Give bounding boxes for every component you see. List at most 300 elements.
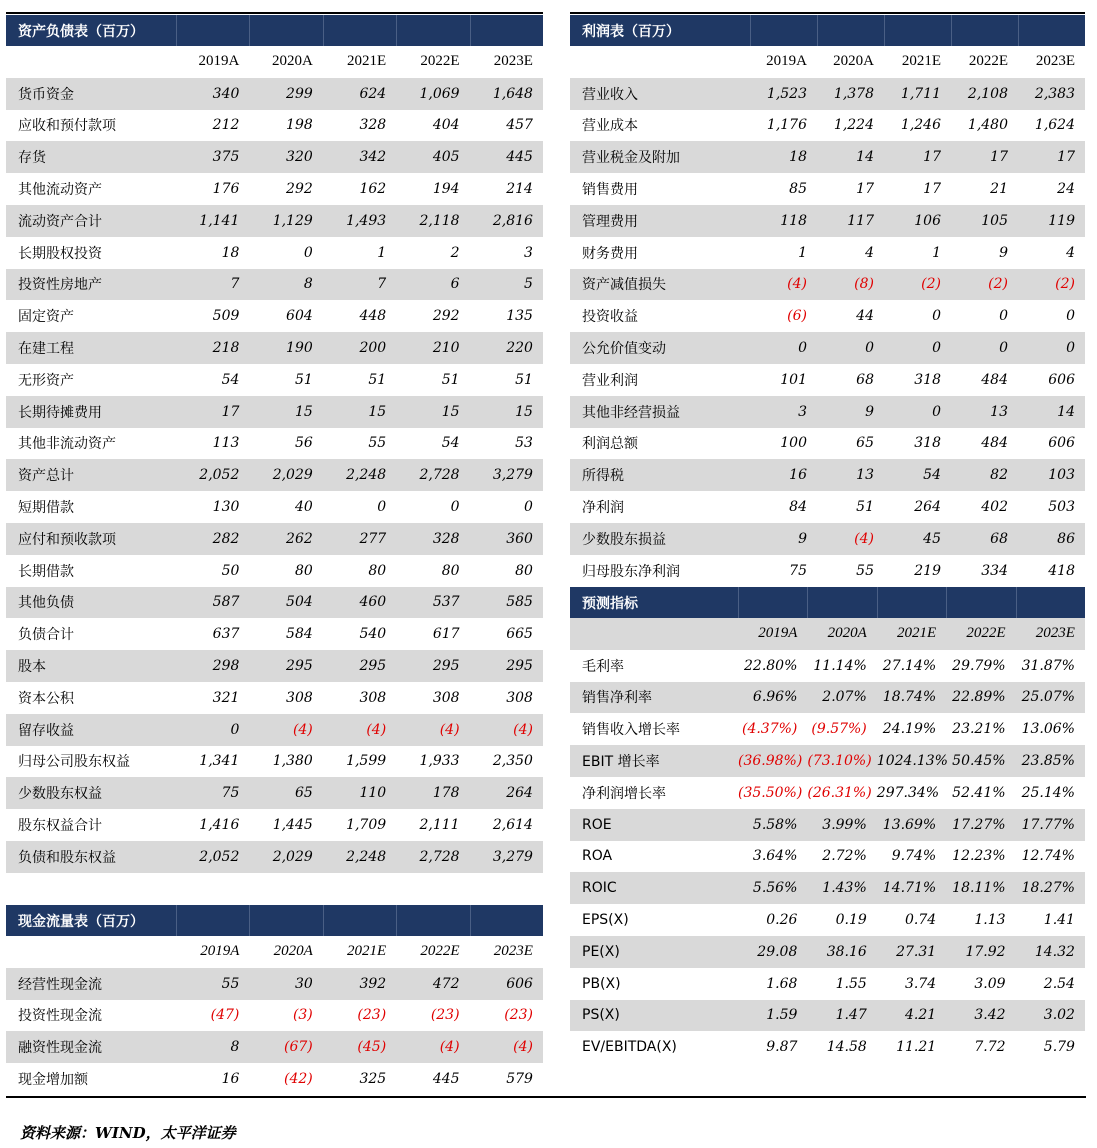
row-value: 0 <box>303 244 313 261</box>
row-value: 18 <box>789 149 807 166</box>
row-value: (8) <box>854 276 874 293</box>
row-value: 402 <box>981 499 1008 516</box>
row-value: 0 <box>1066 308 1075 325</box>
row-label: 短期借款 <box>18 500 74 517</box>
row-label: 其他非经营损益 <box>582 404 680 421</box>
table-row <box>570 332 1085 364</box>
year-2022E: 2022E <box>968 53 1008 70</box>
row-value: 1,246 <box>900 117 941 134</box>
row-value: 15 <box>294 403 313 420</box>
source-note: 资料来源：WIND，太平洋证券 <box>20 1124 236 1142</box>
row-label: 少数股东损益 <box>582 531 666 548</box>
row-value: 135 <box>506 308 533 325</box>
table-row <box>6 809 543 841</box>
row-value: 38.16 <box>826 943 867 960</box>
row-value: 4.21 <box>905 1007 937 1024</box>
row-value: 2,052 <box>199 467 240 484</box>
row-value: 3.74 <box>905 975 937 992</box>
table-row <box>570 872 1085 904</box>
row-value: 52.41% <box>952 784 1006 801</box>
row-value: 75 <box>789 562 807 579</box>
row-value: 51 <box>368 371 387 388</box>
row-value: 55 <box>368 435 387 452</box>
row-value: 80 <box>441 562 460 579</box>
header-block <box>807 587 876 618</box>
year-2023E: 2023E <box>493 943 533 960</box>
row-label: 其他负债 <box>18 595 74 612</box>
row-value: 17 <box>856 181 874 198</box>
row-value: 12.23% <box>952 848 1006 865</box>
row-value: (4) <box>854 530 874 547</box>
table-row <box>6 1031 543 1063</box>
table-row <box>6 364 543 396</box>
row-value: 118 <box>780 212 807 229</box>
row-value: 15 <box>441 403 460 420</box>
row-value: 295 <box>506 658 533 675</box>
row-value: 1,141 <box>199 212 240 229</box>
row-value: 23.21% <box>952 721 1006 738</box>
row-value: 1,523 <box>766 85 807 102</box>
row-value: (67) <box>284 1039 313 1056</box>
row-value: 1.68 <box>766 975 798 992</box>
year-2022E: 2022E <box>420 53 460 70</box>
row-label: 营业税金及附加 <box>582 150 680 167</box>
row-value: 12.74% <box>1021 848 1075 865</box>
row-value: 9 <box>865 403 874 420</box>
row-label: 长期股权投资 <box>18 245 102 262</box>
row-value: 0 <box>999 308 1008 325</box>
row-value: 445 <box>506 149 533 166</box>
row-value: 2,248 <box>346 467 387 484</box>
row-value: 54 <box>923 467 941 484</box>
table-row <box>6 300 543 332</box>
row-value: 30 <box>294 975 313 992</box>
row-value: 190 <box>286 340 313 357</box>
row-value: (9.57%) <box>811 721 867 738</box>
row-value: 4 <box>865 244 874 261</box>
row-value: 84 <box>789 499 807 516</box>
row-value: (35.50%) <box>738 784 803 801</box>
row-value: 13 <box>990 403 1008 420</box>
row-value: 340 <box>212 85 240 102</box>
balance_sheet-header-bar <box>6 15 543 46</box>
table-title: 预测指标 <box>570 587 738 618</box>
row-label: 应收和预付款项 <box>18 118 116 135</box>
row-label: 毛利率 <box>582 658 624 675</box>
row-value: 7 <box>377 276 387 293</box>
row-value: 44 <box>856 308 874 325</box>
row-label: 负债和股东权益 <box>18 849 116 866</box>
row-value: 2,728 <box>419 467 460 484</box>
row-value: 9.87 <box>766 1039 798 1056</box>
row-value: 40 <box>294 499 313 516</box>
row-value: 85 <box>789 181 807 198</box>
row-value: 2,029 <box>272 467 313 484</box>
row-value: 2,383 <box>1034 85 1075 102</box>
table-row <box>6 269 543 301</box>
row-value: 18 <box>221 244 240 261</box>
header-block <box>1016 587 1085 618</box>
row-value: 17 <box>221 403 240 420</box>
row-value: 1,648 <box>492 85 533 102</box>
table-row <box>6 714 543 746</box>
table-row <box>6 618 543 650</box>
year-2021E: 2021E <box>347 943 387 960</box>
row-value: 2.07% <box>822 689 867 706</box>
row-label: ROIC <box>582 880 617 897</box>
row-value: 106 <box>914 212 941 229</box>
row-label: 少数股东权益 <box>18 786 102 803</box>
row-label: 资产减值损失 <box>582 277 666 294</box>
row-value: 200 <box>359 340 387 357</box>
row-value: 17 <box>990 149 1008 166</box>
header-block <box>396 905 469 936</box>
row-value: 0.19 <box>835 912 867 929</box>
row-value: 2 <box>450 244 460 261</box>
row-label: EPS(X) <box>582 912 629 929</box>
row-value: 3 <box>524 244 533 261</box>
table-row <box>570 650 1085 682</box>
year-2019A: 2019A <box>766 53 807 70</box>
table-row <box>570 523 1085 555</box>
table-row <box>6 968 543 1000</box>
row-label: 其他非流动资产 <box>18 436 116 453</box>
year-2020A: 2020A <box>273 943 313 960</box>
row-value: 292 <box>286 181 313 198</box>
header-block <box>884 15 951 46</box>
year-2019A: 2019A <box>758 625 798 642</box>
table-row <box>570 269 1085 301</box>
cash-flow-table <box>6 905 543 1095</box>
year-header-row <box>6 46 543 78</box>
header-block <box>470 15 543 46</box>
row-value: 606 <box>1048 371 1075 388</box>
row-value: 2,248 <box>346 848 387 865</box>
table-row <box>6 777 543 809</box>
row-value: 1.43% <box>822 880 867 897</box>
row-label: 股东权益合计 <box>18 818 102 835</box>
table-row <box>6 332 543 364</box>
row-value: 51 <box>441 371 460 388</box>
table-row <box>570 141 1085 173</box>
row-value: 27.14% <box>882 657 937 674</box>
row-label: 净利润 <box>582 500 624 517</box>
row-value: 2,728 <box>419 848 460 865</box>
row-value: 587 <box>212 594 240 611</box>
row-value: 297.34% <box>876 784 940 801</box>
row-value: 328 <box>432 530 460 547</box>
row-value: 2,052 <box>199 848 240 865</box>
row-value: 1,445 <box>272 817 313 834</box>
row-value: 17.77% <box>1021 816 1075 833</box>
row-value: 3.09 <box>974 975 1006 992</box>
row-value: 509 <box>212 308 240 325</box>
row-value: 212 <box>212 117 240 134</box>
row-value: 1,378 <box>833 85 874 102</box>
row-value: 264 <box>914 499 941 516</box>
income_statement-header-bar <box>570 15 1085 46</box>
row-value: 0 <box>1066 340 1075 357</box>
row-value: 3.64% <box>752 848 798 865</box>
row-label: 长期借款 <box>18 563 74 580</box>
table-row <box>6 523 543 555</box>
row-value: 9.74% <box>891 848 937 865</box>
row-value: 1,709 <box>346 817 387 834</box>
row-value: 18.11% <box>952 880 1006 897</box>
row-value: 17 <box>1057 149 1075 166</box>
row-value: 29.08 <box>757 943 798 960</box>
row-value: 1,224 <box>833 117 874 134</box>
row-label: 营业利润 <box>582 372 638 389</box>
row-value: 119 <box>1048 212 1075 229</box>
row-value: 3.02 <box>1043 1007 1075 1024</box>
year-2022E: 2022E <box>966 625 1006 642</box>
cash_flow-header-bar <box>6 905 543 936</box>
row-value: (42) <box>284 1071 313 1088</box>
row-value: 45 <box>923 530 941 547</box>
row-label: 货币资金 <box>18 86 74 103</box>
row-value: 0 <box>230 721 240 738</box>
row-value: 1,599 <box>346 753 387 770</box>
header-block <box>817 15 884 46</box>
row-value: 1 <box>798 244 807 261</box>
table-row <box>570 300 1085 332</box>
row-value: 0 <box>450 499 460 516</box>
row-value: 3,279 <box>492 467 533 484</box>
row-value: 110 <box>359 785 387 802</box>
row-value: 584 <box>286 626 313 643</box>
row-value: 295 <box>432 658 460 675</box>
row-label: 经营性现金流 <box>18 976 102 993</box>
row-value: 194 <box>432 181 460 198</box>
row-value: (4) <box>366 721 387 738</box>
table-row <box>6 396 543 428</box>
row-value: (26.31%) <box>807 784 872 801</box>
row-value: 484 <box>981 435 1008 452</box>
row-value: 1.13 <box>974 912 1006 929</box>
row-value: 80 <box>515 562 533 579</box>
row-value: 0 <box>377 499 387 516</box>
row-value: 0 <box>932 340 941 357</box>
row-label: 流动资产合计 <box>18 213 102 230</box>
year-2023E: 2023E <box>1035 625 1075 642</box>
table-row <box>6 746 543 778</box>
row-label: PE(X) <box>582 943 620 960</box>
row-value: 13 <box>856 467 874 484</box>
table-row <box>570 904 1085 936</box>
table-title: 资产负债表（百万） <box>6 15 176 46</box>
row-value: 292 <box>432 308 460 325</box>
row-value: 176 <box>212 181 240 198</box>
row-value: 117 <box>847 212 874 229</box>
row-value: (4) <box>439 721 460 738</box>
row-value: (6) <box>787 308 807 325</box>
row-value: 18.27% <box>1021 880 1075 897</box>
row-value: 277 <box>359 530 387 547</box>
row-value: 65 <box>294 785 313 802</box>
header-block <box>946 587 1015 618</box>
row-value: 1,416 <box>199 817 240 834</box>
row-value: 86 <box>1057 530 1075 547</box>
row-value: 1.59 <box>766 1007 798 1024</box>
row-value: 1,711 <box>900 85 941 102</box>
row-value: 15 <box>515 403 533 420</box>
row-value: 418 <box>1048 562 1075 579</box>
row-value: 617 <box>432 626 460 643</box>
row-value: 540 <box>359 626 387 643</box>
row-value: 75 <box>221 785 240 802</box>
row-value: (4) <box>787 276 807 293</box>
year-2021E: 2021E <box>901 53 941 70</box>
row-value: (4.37%) <box>741 721 798 738</box>
income-statement-table <box>570 15 1085 587</box>
row-value: 298 <box>212 658 240 675</box>
row-value: 1 <box>932 244 941 261</box>
row-value: 2,816 <box>492 212 533 229</box>
row-label: 销售收入增长率 <box>582 722 680 739</box>
row-value: 537 <box>432 594 460 611</box>
row-value: (4) <box>439 1039 460 1056</box>
row-value: 334 <box>981 562 1008 579</box>
row-value: 637 <box>212 626 240 643</box>
row-value: 80 <box>294 562 313 579</box>
row-value: 375 <box>212 149 240 166</box>
row-value: 105 <box>981 212 1008 229</box>
table-row <box>570 205 1085 237</box>
row-value: 68 <box>856 371 874 388</box>
table-row <box>6 587 543 619</box>
row-label: 所得税 <box>582 468 624 485</box>
row-label: 财务费用 <box>582 245 638 262</box>
header-block <box>750 15 817 46</box>
row-value: 318 <box>914 371 941 388</box>
row-value: (36.98%) <box>738 753 803 770</box>
row-value: 328 <box>359 117 387 134</box>
row-value: 50 <box>221 562 240 579</box>
row-value: (3) <box>292 1007 313 1024</box>
row-value: (2) <box>1055 276 1075 293</box>
row-value: 18.74% <box>882 689 937 706</box>
row-value: (23) <box>430 1007 460 1024</box>
row-value: (73.10%) <box>807 753 872 770</box>
header-block <box>396 15 469 46</box>
row-label: 在建工程 <box>18 341 74 358</box>
row-value: 82 <box>990 467 1008 484</box>
row-value: 1,624 <box>1034 117 1075 134</box>
row-value: 103 <box>1048 467 1075 484</box>
row-value: (23) <box>504 1007 533 1024</box>
row-value: 2.54 <box>1043 975 1075 992</box>
row-value: (2) <box>921 276 941 293</box>
row-value: 7 <box>230 276 240 293</box>
header-block <box>738 587 807 618</box>
table-row <box>6 141 543 173</box>
row-value: 1,493 <box>346 212 387 229</box>
row-value: 16 <box>221 1071 240 1088</box>
table-row <box>570 1031 1085 1063</box>
table-row <box>570 396 1085 428</box>
table-title: 利润表（百万） <box>570 15 750 46</box>
row-value: 56 <box>294 435 313 452</box>
table-row <box>6 459 543 491</box>
row-value: 606 <box>506 975 533 992</box>
row-value: 14 <box>856 149 874 166</box>
header-block <box>249 15 322 46</box>
row-value: 53 <box>515 435 533 452</box>
row-label: PS(X) <box>582 1007 620 1024</box>
row-value: 23.85% <box>1021 753 1075 770</box>
row-value: 360 <box>506 530 533 547</box>
year-2021E: 2021E <box>897 625 937 642</box>
row-value: 1,129 <box>272 212 313 229</box>
row-value: 504 <box>286 594 313 611</box>
row-value: 8 <box>230 1039 240 1056</box>
row-value: 7.72 <box>974 1039 1006 1056</box>
row-value: 9 <box>798 530 807 547</box>
header-block <box>176 905 249 936</box>
row-value: 13.06% <box>1021 721 1075 738</box>
row-value: 17.27% <box>952 816 1006 833</box>
row-value: 308 <box>506 689 533 706</box>
row-label: 应付和预收款项 <box>18 531 116 548</box>
row-value: 1,380 <box>272 753 313 770</box>
header-block <box>951 15 1018 46</box>
table-row <box>570 936 1085 968</box>
row-value: 5.56% <box>752 880 798 897</box>
row-value: 8 <box>303 276 313 293</box>
row-label: 其他流动资产 <box>18 182 102 199</box>
row-label: 负债合计 <box>18 627 74 644</box>
forecast-indicators-table <box>570 587 1085 1063</box>
row-label: 融资性现金流 <box>18 1040 102 1057</box>
row-value: 579 <box>506 1071 533 1088</box>
row-value: 2,350 <box>492 753 533 770</box>
row-value: 100 <box>780 435 807 452</box>
row-label: 营业成本 <box>582 118 638 135</box>
row-value: 50.45% <box>952 753 1006 770</box>
row-value: 80 <box>368 562 387 579</box>
table-title: 现金流量表（百万） <box>6 905 176 936</box>
row-value: 3.99% <box>822 816 867 833</box>
table-row <box>570 745 1085 777</box>
year-2019A: 2019A <box>198 53 240 70</box>
row-value: 445 <box>432 1071 460 1088</box>
year-2022E: 2022E <box>420 943 460 960</box>
year-header-row <box>6 936 543 968</box>
row-value: 14.58 <box>826 1039 867 1056</box>
row-value: 17.92 <box>965 943 1006 960</box>
row-label: 投资性房地产 <box>18 277 102 294</box>
row-value: 2,118 <box>419 212 460 229</box>
row-label: 股本 <box>18 659 46 676</box>
row-value: 51 <box>294 371 313 388</box>
year-2020A: 2020A <box>827 625 867 642</box>
row-label: 公允价值变动 <box>582 341 666 358</box>
table-row <box>6 650 543 682</box>
row-value: 2,614 <box>492 817 533 834</box>
header-block <box>176 15 249 46</box>
row-value: 51 <box>515 371 533 388</box>
row-value: 9 <box>999 244 1008 261</box>
year-header-row <box>570 618 1085 650</box>
row-value: 6 <box>450 276 460 293</box>
forecast-header-bar <box>570 587 1085 618</box>
table-row <box>570 777 1085 809</box>
row-value: 405 <box>432 149 460 166</box>
year-2020A: 2020A <box>833 53 874 70</box>
row-value: (45) <box>357 1039 387 1056</box>
row-value: 214 <box>506 181 533 198</box>
